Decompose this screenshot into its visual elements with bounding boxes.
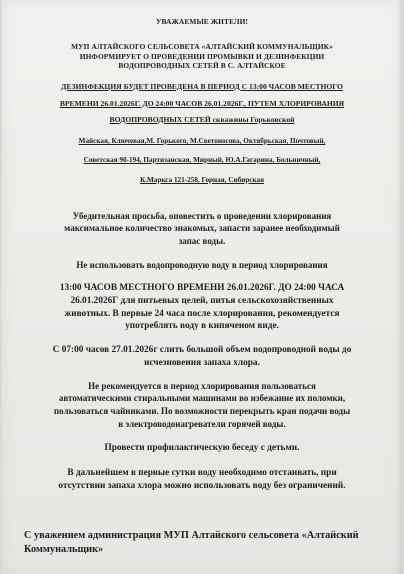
warning-line-5: употреблять воду в кипяченом виде. [125,321,279,331]
header-line-1: МУП АЛТАЙСКОГО СЕЛЬСОВЕТА «АЛТАЙСКИЙ КОММУНАЛЬЩИК» [71,42,333,51]
warning-line-2: 13:00 ЧАСОВ МЕСТНОГО ВРЕМЕНИ 26.01.2026Г. ДО 24:00 ЧАСА [59,283,345,293]
settle-line-2: отсутствии запаха хлора можно использовать воду без ограничений. [58,481,346,491]
appliances-line-2: автоматическими стиральными машинами во избежание их поломки, [58,393,346,403]
header-line-3: ВОДОПРОВОДНЫХ СЕТЕЙ В С. АЛТАЙСКОЕ [118,61,286,70]
request-line-2: максимальное количество знакомых, запасти заранее необходимый [64,223,340,233]
streets-line-3: К.Маркса 121-258, Горная, Сибирская [139,176,265,184]
appliances-line-3: пользоваться чайниками. По возможности перекрыть кран подачи воды [53,406,351,416]
disinfection-line-3: ВОДОПРОВОДНЫХ СЕТЕЙ скважины Горьковской [109,115,295,124]
header-line-2: ИНФОРМИРУЕТ О ПРОВЕДЕНИИ ПРОМЫВКИ И ДЕЗИНФЕКЦИИ [79,51,325,61]
settle-line-1: В дальнейшем в первые сутки воду необходимо отстаивать, при [67,468,337,478]
notice-sheet [2,0,402,574]
warning-line-3: 26.01.2026Г для питьевых целей, питья сельскохозяйственных [70,296,334,306]
disinfection-line-1: ДЕЗИНФЕКЦИЯ БУДЕТ ПРОВЕДЕНА В ПЕРИОД С 13:00 ЧАСОВ МЕСТНОГО [61,82,343,91]
paper-edge-shadow [397,0,402,574]
streets-line-1: Майская, Ключевая,М. Горького, М.Светоносова, Октябрьская, Почтовый, [78,137,326,145]
appliances-line-4: в электроводонагреватели горячей воды. [118,419,286,429]
disinfection-line-2: ВРЕМЕНИ 26.01.2026Г. ДО 24:00 ЧАСОВ 26.01.2026Г., ПУТЕМ ХЛОРИРОВАНИЯ [59,99,345,108]
streets-line-2: Советская 90-194, Партизанская, Мирный, Ю.А.Гагарина, Больничный, [83,156,321,164]
talk-line-1: Провести профилактическую беседу с детьми. [104,443,300,453]
warning-line-1: Не использовать водопроводную воду в период хлорирования [76,260,328,270]
warning-line-4: животных. В первые 24 часа после хлорирования, рекомендуется [64,309,340,319]
signature-line-1: С уважением администрация МУП Алтайского сельсовета «Алтайский [24,530,359,541]
drain-line-1: С 07:00 часов 27.01.2026г слить большой объем водопроводной воды до [52,345,352,355]
drain-line-2: исчезновения запаха хлора. [144,358,260,368]
request-line-1: Убедительная просьба, оповестить о проведении хлорирования [72,211,332,221]
appliances-line-1: Не рекомендуется в период хлорирования пользоваться [88,381,316,391]
signature-line-2: Коммунальщик» [24,544,104,555]
request-line-3: запас воды. [178,236,226,246]
notice-greeting: УВАЖАЕМЫЕ ЖИТЕЛИ! [155,17,249,26]
